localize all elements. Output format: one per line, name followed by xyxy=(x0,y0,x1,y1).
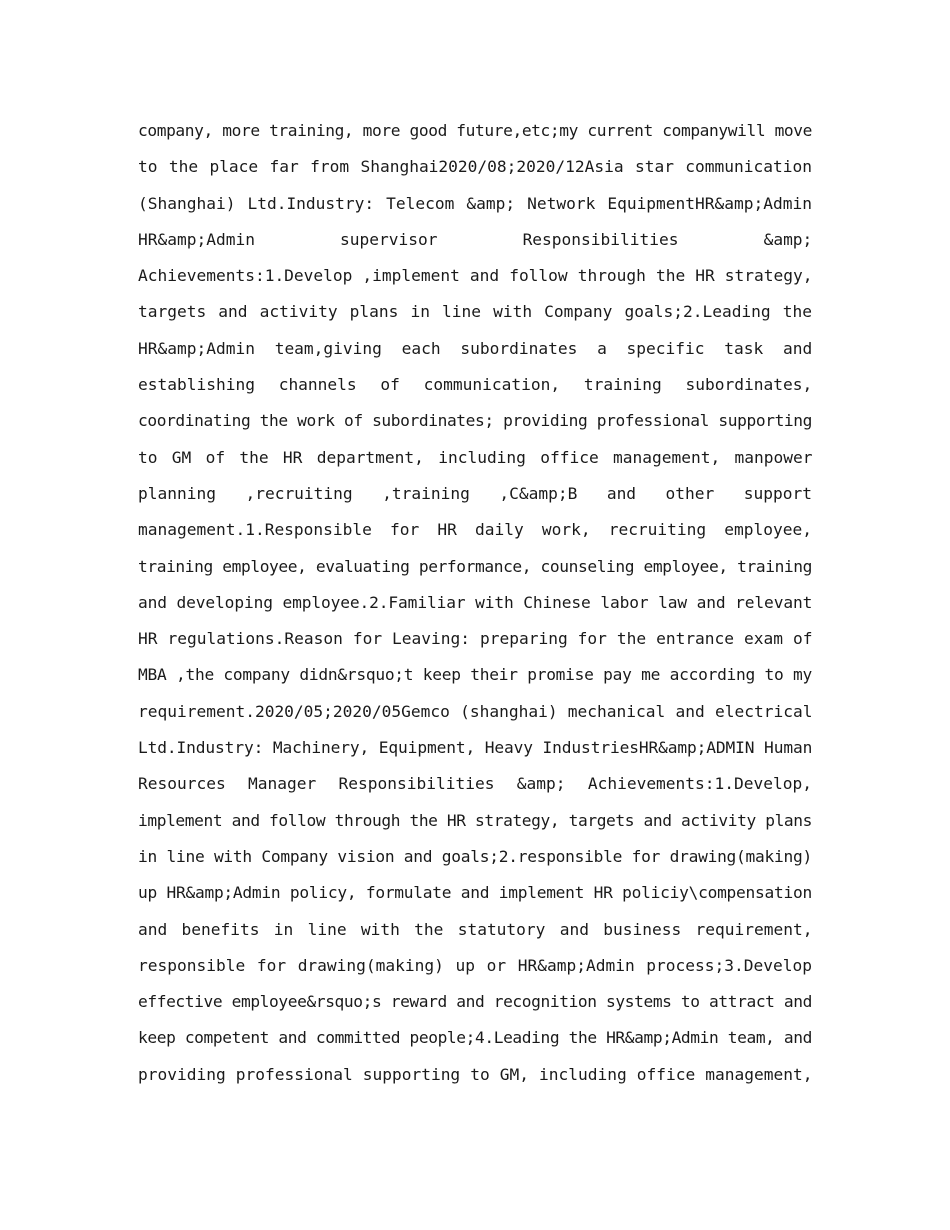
text-line-1: company, more training, more good future,etc;my current companywill move xyxy=(138,121,812,140)
text-line-27: providing professional supporting to GM, including office management, xyxy=(138,1064,813,1084)
text-line-20: implement and follow through the HR strategy, targets and activity plans xyxy=(138,810,812,830)
text-line-26: keep competent and committed people;4.Leading the HR&amp;Admin team, and xyxy=(138,1028,812,1048)
text-line-12: management.1.Responsible for HR daily work, recruiting employee, xyxy=(138,520,812,540)
text-line-24: responsible for drawing(making) up or HR&amp;Admin process;3.Develop xyxy=(138,955,812,975)
text-line-13: training employee, evaluating performance, counseling employee, training xyxy=(138,556,812,576)
text-line-10: to GM of the HR department, including office management, manpower xyxy=(138,447,813,467)
text-line-9: coordinating the work of subordinates; providing professional supporting xyxy=(138,411,812,431)
text-line-16: MBA ,the company didn&rsquo;t keep their promise pay me according to my xyxy=(138,665,812,685)
text-line-14: and developing employee.2.Familiar with Chinese labor law and relevant xyxy=(138,592,813,612)
resume-body-text xyxy=(138,113,812,1093)
text-line-22: up HR&amp;Admin policy, formulate and implement HR policiy\compensation xyxy=(138,883,812,903)
text-line-3: (Shanghai) Ltd.Industry: Telecom &amp; Network EquipmentHR&amp;Admin xyxy=(138,193,812,213)
text-line-15: HR regulations.Reason for Leaving: preparing for the entrance exam of xyxy=(138,629,813,649)
text-line-21: in line with Company vision and goals;2.responsible for drawing(making) xyxy=(138,846,812,866)
text-line-8: establishing channels of communication, training subordinates, xyxy=(138,375,813,395)
text-line-5: Achievements:1.Develop ,implement and follow through the HR strategy, xyxy=(138,266,813,286)
text-line-18: Ltd.Industry: Machinery, Equipment, Heavy IndustriesHR&amp;ADMIN Human xyxy=(138,738,813,758)
text-line-19: Resources Manager Responsibilities &amp; Achievements:1.Develop, xyxy=(138,774,812,794)
text-line-6: targets and activity plans in line with Company goals;2.Leading the xyxy=(138,302,812,322)
text-line-25: effective employee&rsquo;s reward and recognition systems to attract and xyxy=(138,992,812,1012)
text-line-7: HR&amp;Admin team,giving each subordinates a specific task and xyxy=(138,338,813,358)
text-line-23: and benefits in line with the statutory and business requirement, xyxy=(138,919,813,939)
text-line-2: to the place far from Shanghai2020/08;2020/12Asia star communication xyxy=(138,157,812,177)
text-line-17: requirement.2020/05;2020/05Gemco (shanghai) mechanical and electrical xyxy=(138,701,813,721)
text-line-11: planning ,recruiting ,training ,C&amp;B and other support xyxy=(138,483,812,503)
text-line-4: HR&amp;Admin supervisor Responsibilities &amp; xyxy=(138,229,813,249)
